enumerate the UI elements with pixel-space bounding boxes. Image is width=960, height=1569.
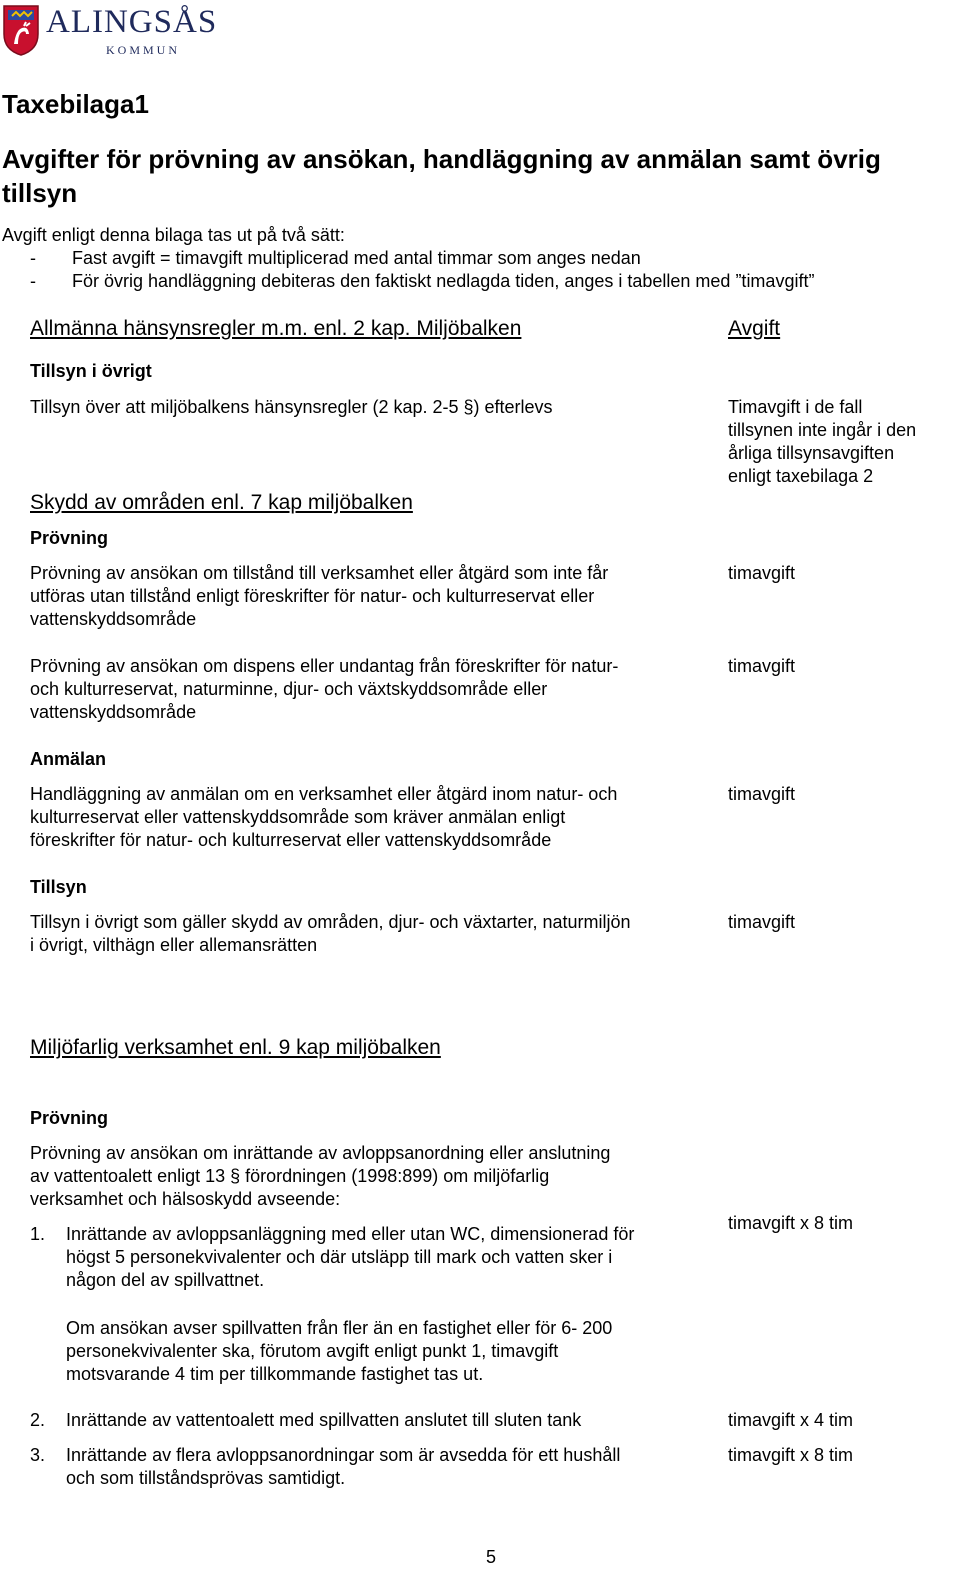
page-number: 5 (486, 1547, 497, 1567)
intro-item-fast: Fast avgift = timavgift multiplicerad med antal timmar som anges nedan (72, 248, 641, 268)
subheading-tillsyn: Tillsyn (30, 877, 87, 897)
section-intro: Prövning av ansökan om inrättande av avloppsanordning eller anslutning av vattentoalett enligt 13 § förordningen (1998:899) om miljöfarlig verksamhet och hälsoskydd avseende: (30, 1143, 611, 1209)
item-fee: timavgift x 4 tim (728, 1410, 854, 1430)
document-heading: Avgifter för prövning av ansökan, handläggning av anmälan samt övrig tillsyn (2, 144, 881, 208)
subheading-tillsyn-ovrigt: Tillsyn i övrigt (30, 361, 152, 381)
item-fee: timavgift x 8 tim (728, 1445, 854, 1465)
subheading-provning: Prövning (30, 528, 109, 548)
subheading-anmalan: Anmälan (30, 749, 107, 769)
section-heading-hansynsregler: Allmänna hänsynsregler m.m. enl. 2 kap. Miljöbalken (30, 317, 522, 340)
item-fee: timavgift x 8 tim (728, 1213, 854, 1233)
intro-item-ovrig: För övrig handläggning debiteras den faktiskt nedlagda tiden, anges i tabellen med ”timavgift” (72, 271, 815, 291)
row-fee: timavgift (728, 784, 796, 804)
row-fee: timavgift (728, 656, 796, 676)
logo-sub: KOMMUN (106, 43, 181, 57)
item-text: Inrättande av flera avloppsanordningar som är avsedda för ett hushåll och som tillståndsprövas samtidigt. (66, 1445, 621, 1488)
intro-list-item: - (30, 248, 36, 268)
intro-lead: Avgift enligt denna bilaga tas ut på två sätt: (2, 225, 345, 245)
section-heading-miljofarlig: Miljöfarlig verksamhet enl. 9 kap miljöbalken (30, 1036, 441, 1059)
row-text: Handläggning av anmälan om en verksamhet eller åtgärd inom natur- och kulturreservat eller vattenskyddsområde som kräver anmälan enligt föreskrifter för natur- och kulturreservat eller vattenskyddsområde (30, 784, 618, 850)
intro-list-item: - (30, 271, 36, 291)
logo-name: ALINGSÅS (46, 4, 218, 40)
row-text: Prövning av ansökan om dispens eller undantag från föreskrifter för natur- och kulturreservat, naturminne, djur- och växtskyddsområde eller vattenskyddsområde (30, 656, 619, 722)
item-note: Om ansökan avser spillvatten från fler än en fastighet eller för 6- 200 personekvivalenter ska, förutom avgift enligt punkt 1, timavgift motsvarande 4 tim per tillkommande fastighet tas ut. (66, 1318, 613, 1384)
logo (2, 2, 242, 58)
item-number: 1. (30, 1224, 46, 1244)
section-heading-skydd: Skydd av områden enl. 7 kap miljöbalken (30, 491, 413, 514)
subheading-provning: Prövning (30, 1108, 109, 1128)
row-text: Tillsyn över att miljöbalkens hänsynsregler (2 kap. 2-5 §) efterlevs (30, 397, 553, 417)
row-text: Tillsyn i övrigt som gäller skydd av områden, djur- och växtarter, naturmiljön i övrigt, vilthägn eller allemansrätten (30, 912, 631, 955)
page-title: Taxebilaga1 (2, 89, 149, 119)
fee-column-header: Avgift (728, 317, 781, 340)
row-fee: Timavgift i de fall tillsynen inte ingår i den årliga tillsynsavgiften enligt taxebilaga 2 (728, 397, 917, 486)
item-text: Inrättande av vattentoalett med spillvatten anslutet till sluten tank (66, 1410, 582, 1430)
item-number: 2. (30, 1410, 46, 1430)
row-text: Prövning av ansökan om tillstånd till verksamhet eller åtgärd som inte får utföras utan tillstånd enligt föreskrifter för natur- och kulturreservat eller vattenskyddsområde (30, 563, 609, 629)
item-text: Inrättande av avloppsanläggning med eller utan WC, dimensionerad för högst 5 personekvivalenter och där utsläpp till mark och vatten sker i någon del av spillvattnet. (66, 1224, 635, 1290)
row-fee: timavgift (728, 563, 796, 583)
coat-of-arms-icon (2, 4, 40, 56)
row-fee: timavgift (728, 912, 796, 932)
item-number: 3. (30, 1445, 46, 1465)
